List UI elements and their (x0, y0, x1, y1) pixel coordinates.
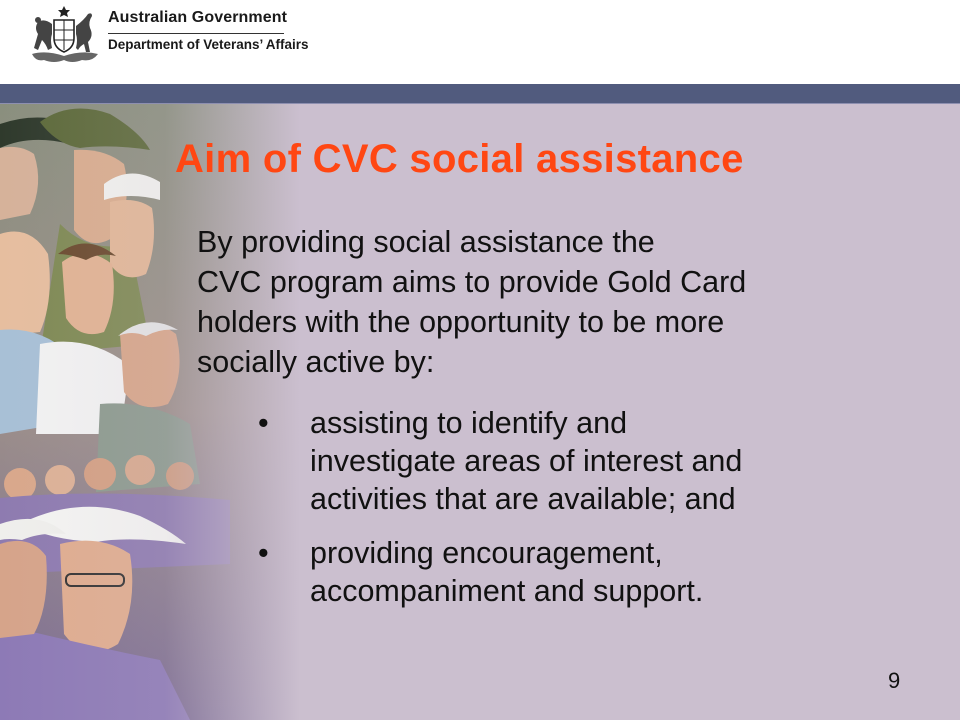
bullet-dot-icon: • (258, 536, 269, 570)
government-title: Australian Government (108, 9, 288, 26)
bullet-text (310, 404, 908, 518)
bullet-text (310, 534, 908, 610)
bullet-line: providing encouragement, (310, 536, 663, 570)
intro-line: CVC program aims to provide Gold Card (197, 265, 747, 299)
header (0, 0, 960, 84)
bullet-line: assisting to identify and (310, 406, 628, 440)
intro-line: holders with the opportunity to be more (197, 305, 725, 339)
bullet-line: accompaniment and support. (310, 574, 704, 608)
bullet-item (258, 534, 908, 610)
header-divider (108, 33, 284, 34)
intro-line: socially active by: (197, 345, 435, 379)
bullet-dot-icon: • (258, 406, 269, 440)
veterans-photo (0, 104, 300, 720)
department-title: Department of Veterans’ Affairs (108, 37, 309, 52)
slide-title: Aim of CVC social assistance (175, 137, 744, 181)
bullet-item (258, 404, 908, 518)
intro-paragraph (197, 222, 937, 382)
header-band (0, 84, 960, 104)
bullet-list (258, 404, 908, 626)
intro-line: By providing social assistance the (197, 225, 655, 259)
bullet-line: activities that are available; and (310, 482, 736, 516)
slide-body (0, 104, 960, 720)
bullet-line: investigate areas of interest and (310, 444, 743, 478)
page-number: 9 (888, 668, 901, 693)
coat-of-arms-icon (26, 4, 102, 66)
